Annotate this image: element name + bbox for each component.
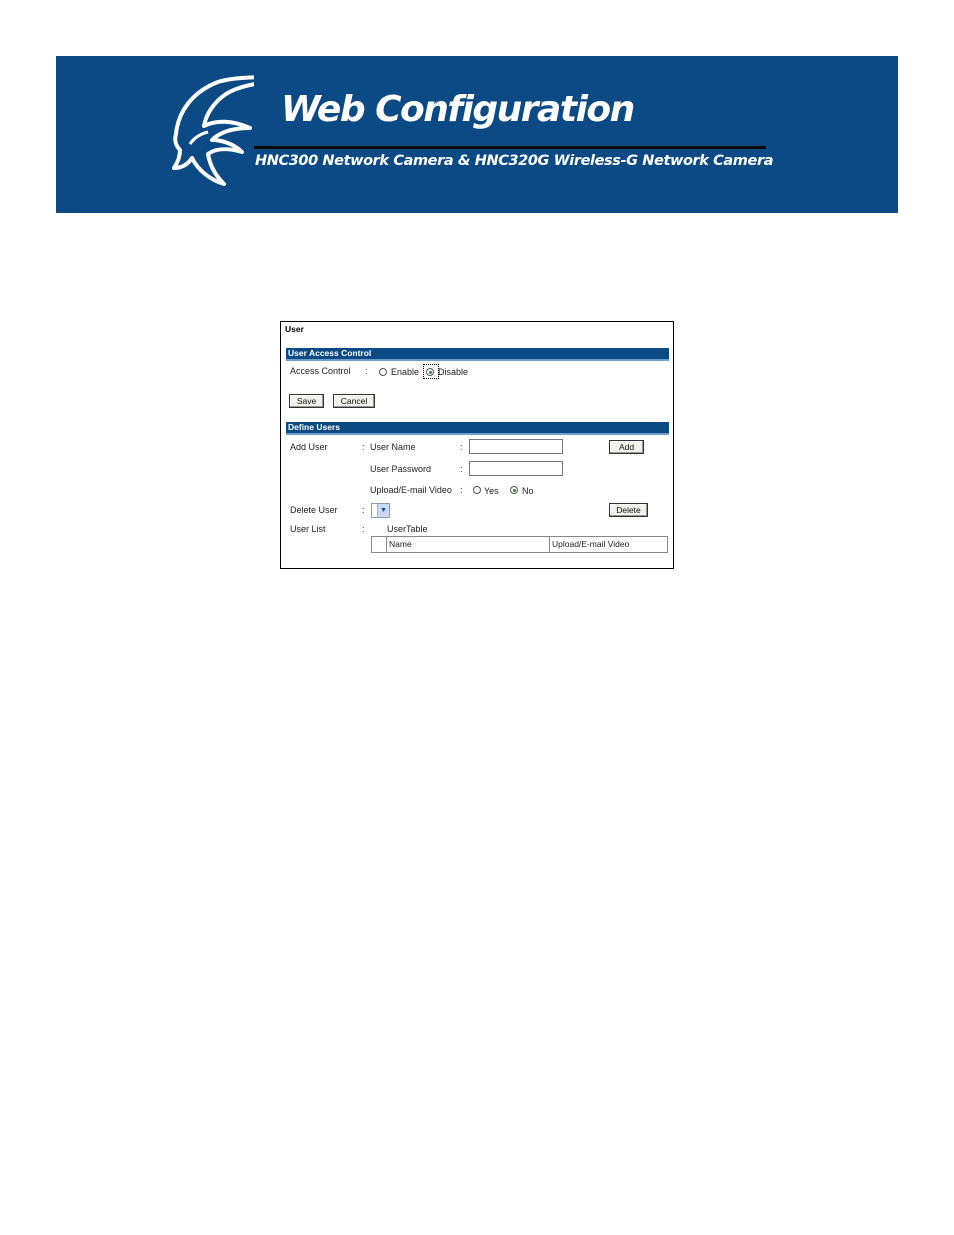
user-password-separator: :: [460, 464, 463, 474]
header-banner: [56, 56, 898, 213]
upload-email-video-separator: :: [460, 485, 463, 495]
access-control-separator: :: [365, 366, 368, 376]
banner-divider: [254, 146, 766, 149]
page-title: User: [285, 324, 304, 334]
access-control-enable-label: Enable: [391, 367, 420, 377]
section-heading: User Access Control: [288, 348, 372, 358]
add-user-separator: :: [362, 442, 365, 452]
access-control-enable-radio[interactable]: [379, 368, 387, 376]
section-header-user-access-control: [286, 348, 669, 361]
cancel-button[interactable]: Cancel: [333, 394, 375, 408]
user-list-label: User List: [290, 524, 326, 534]
upload-no-label: No: [522, 486, 534, 496]
delete-user-separator: :: [362, 505, 365, 515]
banner-subtitle: HNC300 Network Camera & HNC320G Wireless-G Network Camera: [255, 153, 774, 169]
add-button[interactable]: Add: [609, 440, 644, 454]
delete-user-label: Delete User: [290, 505, 338, 515]
save-button[interactable]: Save: [289, 394, 324, 408]
access-control-label: Access Control: [290, 366, 351, 376]
eagle-head-icon: [170, 74, 254, 188]
user-name-input[interactable]: [469, 439, 563, 454]
upload-yes-label: Yes: [484, 486, 499, 496]
upload-yes-radio[interactable]: [473, 486, 481, 494]
section-header-define-users: [286, 422, 669, 435]
add-user-label: Add User: [290, 442, 328, 452]
banner-title: Web Configuration: [281, 89, 634, 130]
table-header-upload-email-video: Upload/E-mail Video: [552, 539, 630, 549]
user-list-separator: :: [362, 524, 365, 534]
access-control-disable-radio[interactable]: [426, 368, 434, 376]
user-table: [371, 536, 668, 553]
user-panel: [280, 321, 674, 569]
access-control-disable-label: Disable: [438, 367, 469, 377]
user-password-input[interactable]: [469, 461, 563, 476]
upload-no-radio[interactable]: [510, 486, 518, 494]
table-header-cell: [372, 537, 387, 552]
upload-email-video-label: Upload/E-mail Video: [370, 485, 452, 495]
delete-button[interactable]: Delete: [609, 503, 648, 517]
user-table-caption: UserTable: [387, 524, 428, 534]
delete-user-select[interactable]: [371, 503, 390, 518]
section-heading: Define Users: [288, 422, 340, 432]
user-name-label: User Name: [370, 442, 416, 452]
table-header-name: Name: [387, 537, 550, 552]
chevron-down-icon[interactable]: ▼: [377, 504, 389, 517]
user-password-label: User Password: [370, 464, 432, 474]
user-name-separator: :: [460, 442, 463, 452]
